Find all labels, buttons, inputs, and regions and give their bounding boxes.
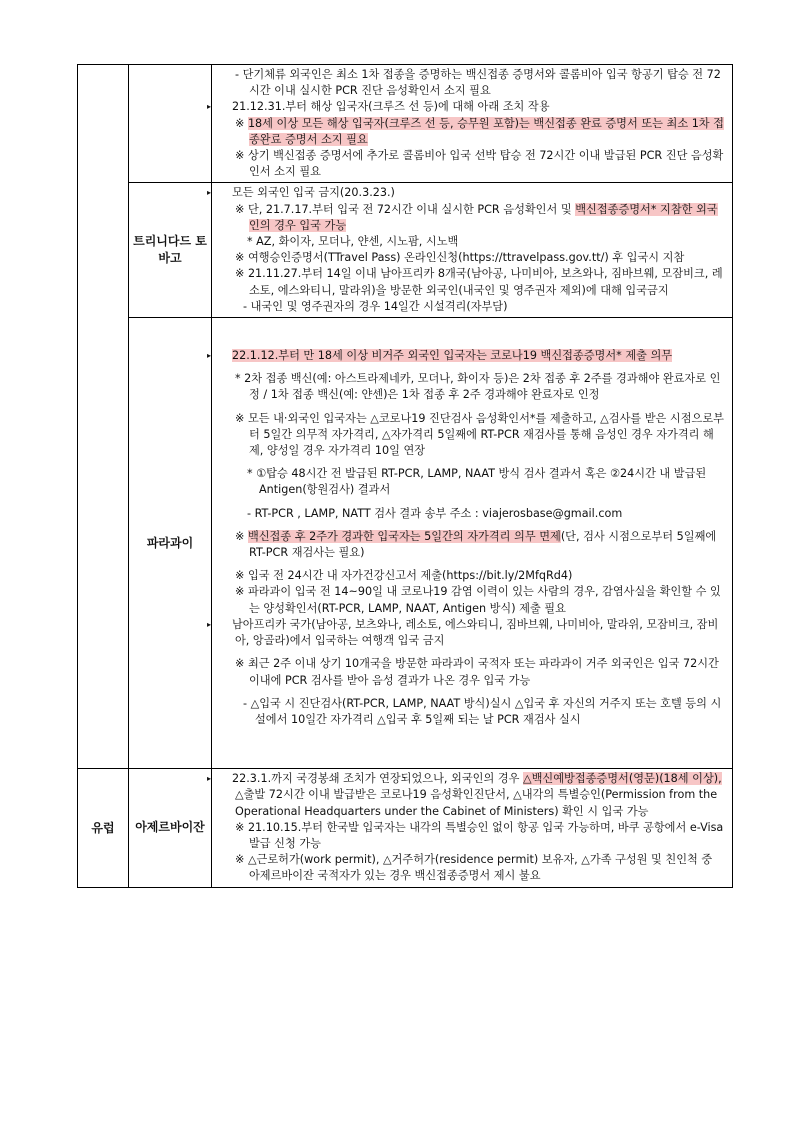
note-mark-icon: ※ (235, 149, 248, 163)
note-mark-icon: ※ (235, 853, 248, 867)
list-item (219, 116, 726, 148)
region-cell (78, 65, 129, 769)
note-mark-icon: ※ (235, 251, 248, 265)
note-mark-icon: ※ (235, 529, 248, 543)
list-item (207, 348, 726, 364)
list-item: ※ 입국 전 24시간 내 자가건강신고서 제출(https://bit.ly/2MfqRd4) (235, 569, 573, 583)
list-item: ▸ 21.12.31.부터 해상 입국자(크루즈 선 등)에 대해 아래 조치 작용 (219, 99, 726, 115)
note-mark-icon: ※ (235, 411, 248, 425)
highlighted-text: 백신접종증명서* 지참한 외국인의 경우 입국 가능 (249, 202, 718, 232)
triangle-bullet-icon: ▸ (207, 351, 212, 361)
country-cell: 아제르바이잔 (129, 769, 212, 887)
list-item: - 내국인 및 영주권자의 경우 14일간 시설격리(자부담) (243, 299, 508, 313)
highlighted-text: △백신예방접종증명서(영문)(18세 이상), (522, 772, 722, 786)
list-item: ▸ 남아프리카 국가(남아공, 보츠와나, 레소토, 에스와티니, 짐바브웨, 나미비아, 말라위, 모잠비크, 잠비아, 앙골라)에서 입국하는 여행객 입국 금지 (207, 617, 719, 648)
list-item: - RT-PCR , LAMP, NATT 검사 결과 송부 주소 : viajerosbase@gmail.com (247, 506, 623, 520)
triangle-bullet-icon: ▸ (207, 774, 212, 784)
note-mark-icon: ※ (235, 202, 248, 216)
triangle-bullet-icon: ▸ (207, 188, 212, 198)
note-mark-icon: ※ (235, 585, 248, 599)
list-item: ※ 단, 21.7.17.부터 입국 전 72시간 이내 실시한 PCR 음성확인서 및 백신접종증명서* 지참한 외국인의 경우 입국 가능 (235, 202, 718, 232)
country-cell (129, 65, 212, 183)
list-item: - △입국 시 진단검사(RT-PCR, LAMP, NAAT 방식)실시 △입국 후 자신의 거주지 또는 호텔 등의 시설에서 10일간 자가격리 △입국 후 5일째 되는 날 PCR 재검사 실시 (243, 696, 722, 726)
list-item: ※ 21.11.27.부터 14일 이내 남아프리카 8개국(남아공, 나미비아, 보츠와나, 짐바브웨, 모잠비크, 레소토, 에스와티니, 말라위)을 방문한 외국인(내국인 및 영주권자 제외)에 대해 입국금지 (235, 267, 723, 297)
list-item: ※ 최근 2주 이내 상기 10개국을 방문한 파라과이 국적자 또는 파라과이 거주 외국인은 입국 72시간 이내에 PCR 검사를 받아 음성 결과가 나온 경우 입국 가능 (235, 657, 719, 687)
country-cell: 파라과이 (129, 318, 212, 769)
list-item: - 단기체류 외국인은 최소 1차 접종을 증명하는 백신접종 증명서와 콜롬비아 입국 항공기 탑승 전 72시간 이내 실시한 PCR 진단 음성확인서 소지 필요 (235, 68, 721, 98)
entry-regulations-table (77, 64, 733, 888)
list-item: ※ 백신접종 후 2주가 경과한 입국자는 5일간의 자가격리 의무 면제(단, 검사 시점으로부터 5일째에 RT-PCR 재검사는 필요) (235, 529, 717, 560)
list-item: ※ 파라과이 입국 전 14~90일 내 코로나19 감염 이력이 있는 사람의 경우, 감염사실을 확인할 수 있는 양성확인서(RT-PCR, LAMP, NAAT, Antigen 방식) 제출 필요 (235, 585, 721, 615)
highlighted-text: 백신접종 후 2주가 경과한 입국자는 5일간의 자가격리 의무 면제 (247, 529, 561, 543)
content-cell (207, 65, 733, 183)
content-cell (207, 318, 733, 769)
region-cell: 유럽 (78, 769, 129, 887)
triangle-bullet-icon: ▸ (207, 102, 212, 112)
country-cell: 트리니다드 토바고 (129, 183, 212, 318)
list-item: ※ 모든 내·외국인 입국자는 △코로나19 진단검사 음성확인서*를 제출하고, △검사를 받은 시점으로부터 5일간 의무적 자가격리, △자가격리 5일째에 RT-PCR 재검사를 통해 음성인 경우 자가격리 해제, 양성일 경우 자가격리 10일 연장 (235, 411, 724, 458)
content-cell (207, 183, 733, 318)
list-item: ※ 상기 백신접종 증명서에 추가로 콜롬비아 입국 선박 탑승 전 72시간 이내 발급된 PCR 진단 음성확인서 소지 필요 (235, 149, 724, 179)
list-item: ※ 여행승인증명서(TTravel Pass) 온라인신청(https://ttravelpass.gov.tt/) 후 입국시 지참 (235, 251, 685, 265)
list-item: ▸ 모든 외국인 입국 금지(20.3.23.) (219, 185, 726, 201)
list-item: ※ 21.10.15.부터 한국발 입국자는 내각의 특별승인 없이 항공 입국 가능하며, 바쿠 공항에서 e-Visa 발급 신청 가능 (235, 820, 724, 850)
note-mark-icon: ※ (235, 267, 248, 281)
triangle-bullet-icon: ▸ (207, 619, 212, 629)
highlighted-text: 18세 이상 모든 해상 입국자(크루즈 선 등, 승무원 포함)는 백신접종 완료 증명서 또는 최소 1차 접종완료 증명서 소지 필요 (247, 116, 724, 146)
note-mark-icon: ※ (235, 657, 248, 671)
list-item: * 2차 접종 백신(예: 아스트라제네카, 모더나, 화이자 등)은 2차 접종 후 2주를 경과해야 완료자로 인정 / 1차 접종 백신(예: 얀센)은 1차 접종 후 2주 경과해야 완료자로 인정 (235, 372, 721, 402)
note-mark-icon: ※ (235, 820, 248, 834)
table-row (78, 318, 733, 769)
table-row (78, 183, 733, 318)
highlighted-text: 22.1.12.부터 만 18세 이상 비거주 외국인 입국자는 코로나19 백신접종증명서* 제출 의무 (232, 349, 673, 363)
note-mark-icon: ※ (235, 116, 248, 130)
table-row (78, 65, 733, 183)
note-mark-icon: ※ (235, 569, 248, 583)
list-item: * ①탑승 48시간 전 발급된 RT-PCR, LAMP, NAAT 방식 검사 결과서 혹은 ②24시간 내 발급된 Antigen(항원검사) 결과서 (247, 467, 707, 497)
list-item: ※ △근로허가(work permit), △거주허가(residence permit) 보유자, △가족 구성원 및 친인척 중 아제르바이잔 국적자가 있는 경우 백신접종증명서 제시 불요 (235, 853, 713, 883)
list-item: * AZ, 화이자, 모더나, 얀센, 시노팜, 시노백 (247, 235, 459, 249)
table-row (78, 769, 733, 887)
list-item: ▸ 22.3.1.까지 국경봉쇄 조치가 연장되었으나, 외국인의 경우 △백신예방접종증명서(영문)(18세 이상), △출발 72시간 이내 발급받은 코로나19 음성확인진단서, △내각의 특별승인(Permission from the Operational Headquarters under the Cabinet of Ministers) 확인 시 입국 가능 (207, 772, 722, 818)
content-cell (207, 769, 733, 887)
